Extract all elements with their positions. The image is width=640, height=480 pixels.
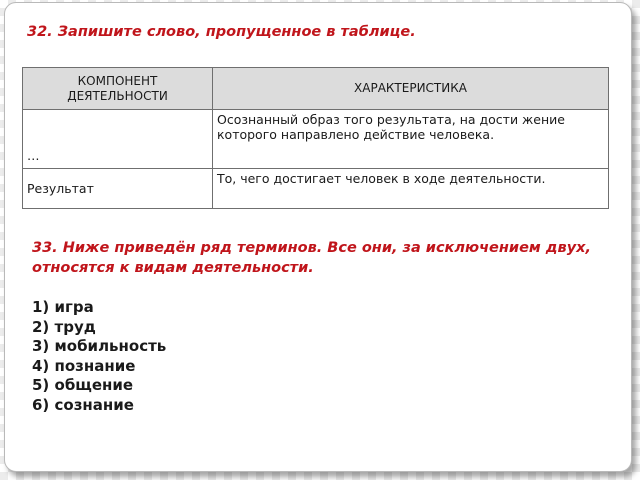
table-row bbox=[23, 110, 609, 169]
table-header-row bbox=[23, 68, 609, 110]
cell-characteristic: То, чего достигает человек в ходе деятельности. bbox=[213, 169, 609, 209]
list-item: 4) познание bbox=[32, 356, 136, 375]
cell-component: Результат bbox=[23, 169, 213, 209]
list-item: 5) общение bbox=[32, 376, 134, 394]
list-item: 1) игра bbox=[32, 298, 94, 316]
list-item: 3) мобильность bbox=[32, 337, 167, 355]
cell-component: … bbox=[23, 110, 213, 169]
header-characteristic: ХАРАКТЕРИСТИКА bbox=[213, 68, 609, 110]
answer-table bbox=[22, 67, 609, 209]
terms-list bbox=[32, 298, 166, 415]
task-33-title: 33. Ниже приведён ряд терминов. Все они, за исключением двух, относятся к видам деятельности. bbox=[32, 240, 592, 276]
list-item: 6) сознание bbox=[32, 395, 134, 414]
list-item: 2) труд bbox=[32, 317, 96, 336]
task-32-title: 32. Запишите слово, пропущенное в таблице. bbox=[27, 24, 416, 40]
header-component: КОМПОНЕНТ ДЕЯТЕЛЬНОСТИ bbox=[23, 68, 213, 110]
table-row bbox=[23, 169, 609, 209]
cell-characteristic: Осознанный образ того результата, на дости жение которого направлено действие человека. bbox=[213, 110, 609, 169]
